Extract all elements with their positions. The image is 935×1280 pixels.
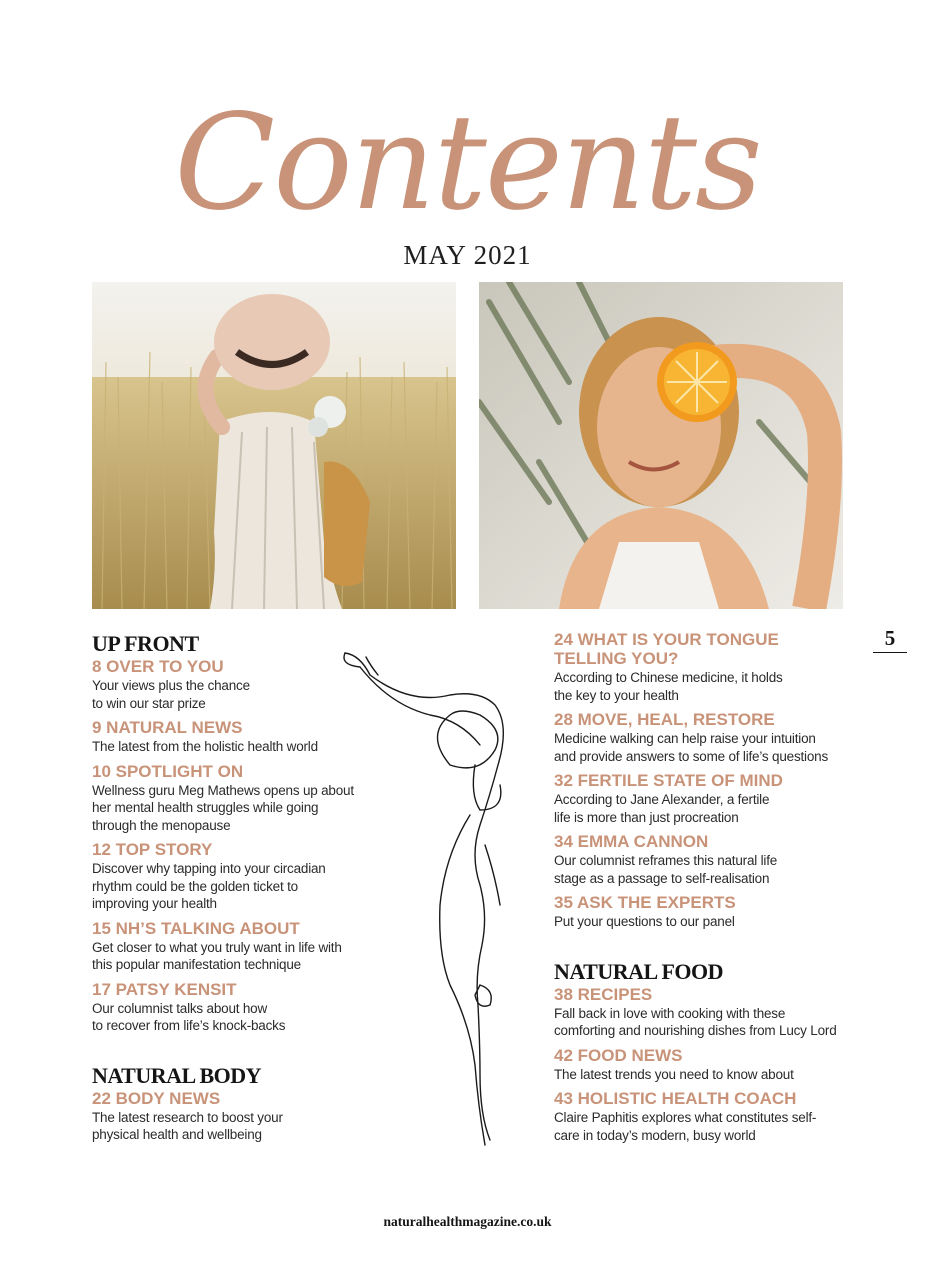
contents-entry[interactable] (92, 657, 382, 712)
contents-entry[interactable] (554, 1046, 854, 1084)
issue-date: MAY 2021 (403, 240, 532, 270)
entry-description: The latest research to boost your physical health and wellbeing (92, 1109, 283, 1142)
entry-title: 42 FOOD NEWS (554, 1045, 683, 1065)
entry-description: Discover why tapping into your circadian rhythm could be the golden ticket to improving your health (92, 861, 326, 911)
section-spacer (554, 937, 854, 959)
entry-title: 15 NH’S TALKING ABOUT (92, 918, 300, 938)
entry-title: 22 BODY NEWS (92, 1088, 221, 1108)
entry-description: Medicine walking can help raise your intuition and provide answers to some of life’s questions (554, 731, 829, 764)
entry-description: According to Jane Alexander, a fertile life is more than just procreation (554, 792, 770, 825)
contents-entry[interactable] (92, 980, 382, 1035)
section-heading-up-front: UP FRONT (92, 631, 199, 656)
entry-title: 32 FERTILE STATE OF MIND (554, 771, 783, 790)
entry-description: Our columnist reframes this natural life stage as a passage to self-realisation (554, 853, 778, 886)
entry-description: Put your questions to our panel (554, 914, 735, 929)
entry-description: According to Chinese medicine, it holds the key to your health (554, 670, 783, 703)
contents-entry[interactable] (554, 893, 854, 931)
woman-in-field-photo (92, 282, 456, 609)
contents-entry[interactable] (92, 762, 382, 835)
entry-title: 9 NATURAL NEWS (92, 718, 243, 737)
entry-description: Wellness guru Meg Mathews opens up about her mental health struggles while going through the menopause (92, 782, 354, 833)
entry-title: 17 PATSY KENSIT (92, 979, 237, 999)
entry-description: The latest trends you need to know about (554, 1066, 794, 1082)
contents-entry[interactable] (554, 832, 854, 887)
contents-entry[interactable] (554, 630, 854, 704)
section-heading-natural-body: NATURAL BODY (92, 1062, 262, 1088)
woman-with-orange-photo (479, 282, 843, 609)
entry-title: 38 RECIPES (554, 984, 653, 1004)
contents-entry[interactable] (554, 710, 854, 765)
section-spacer (92, 1041, 382, 1063)
entry-title: 43 HOLISTIC HEALTH COACH (554, 1089, 797, 1108)
section-heading-natural-food: NATURAL FOOD (554, 958, 723, 984)
entry-title: 12 TOP STORY (92, 840, 213, 859)
contents-left-column (92, 631, 382, 1150)
page-title: Contents (174, 86, 761, 240)
entry-description: Your views plus the chance to win our star prize (92, 678, 250, 711)
contents-entry[interactable] (554, 771, 854, 826)
contents-entry[interactable] (92, 1089, 382, 1144)
entry-description: Claire Paphitis explores what constitutes self- care in today’s modern, busy world (554, 1110, 817, 1143)
page-number-rule (873, 652, 907, 653)
entry-title: 34 EMMA CANNON (554, 832, 709, 851)
page-number: 5 (884, 626, 896, 650)
contents-entry[interactable] (554, 985, 854, 1040)
contents-right-column (554, 630, 854, 1150)
entry-description: The latest from the holistic health world (92, 739, 318, 754)
entry-title: 28 MOVE, HEAL, RESTORE (554, 710, 775, 729)
entry-description: Get closer to what you truly want in life with this popular manifestation technique (92, 939, 342, 972)
entry-title: 35 ASK THE EXPERTS (554, 893, 736, 912)
contents-entry[interactable] (92, 718, 382, 756)
contents-entry[interactable] (92, 919, 382, 974)
entry-title: 8 OVER TO YOU (92, 657, 224, 676)
contents-entry[interactable] (92, 840, 382, 913)
contents-entry[interactable] (554, 1089, 854, 1144)
entry-description: Our columnist talks about how to recover from life’s knock-backs (92, 1000, 286, 1033)
entry-title: 10 SPOTLIGHT ON (92, 761, 244, 781)
entry-title: 24 WHAT IS YOUR TONGUE TELLING YOU? (554, 630, 779, 668)
footer-website-link[interactable]: naturalhealthmagazine.co.uk (383, 1214, 552, 1229)
entry-description: Fall back in love with cooking with these comforting and nourishing dishes from Lucy Lord (554, 1005, 837, 1038)
